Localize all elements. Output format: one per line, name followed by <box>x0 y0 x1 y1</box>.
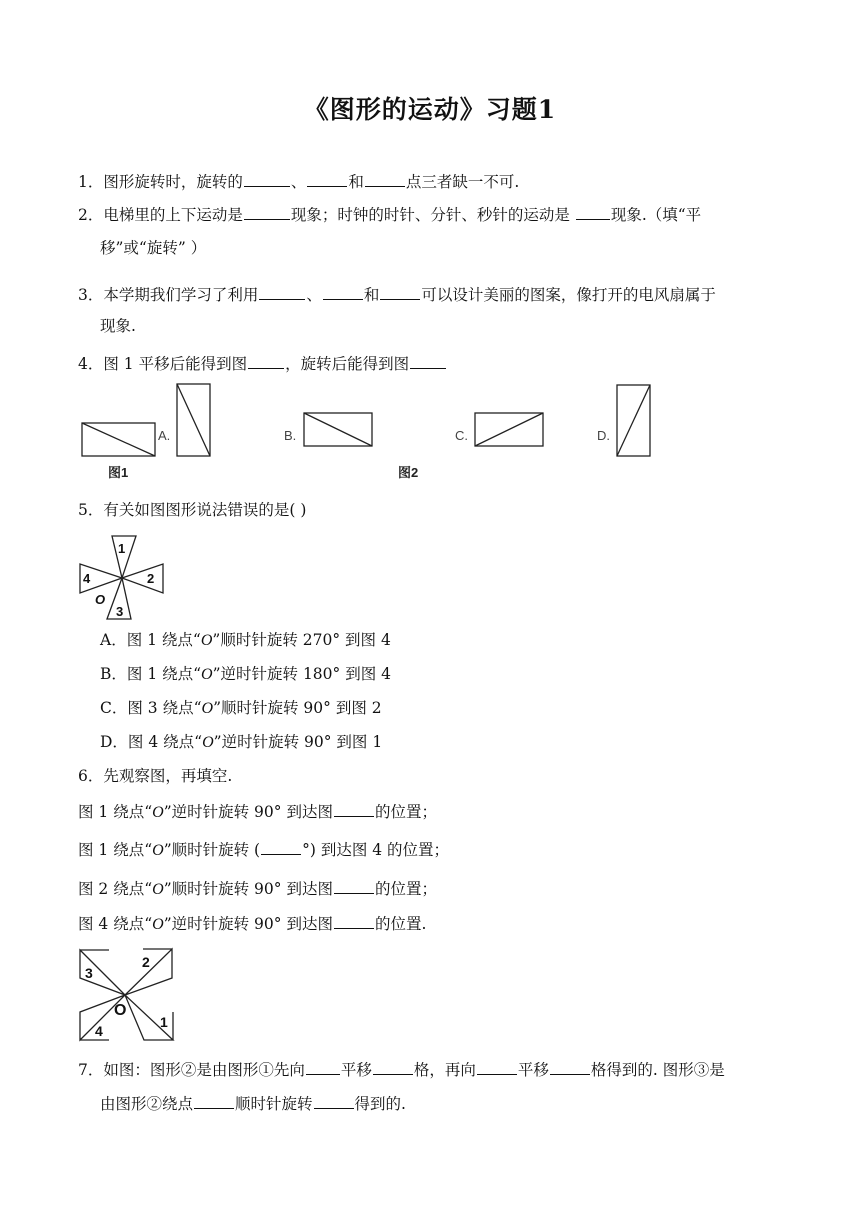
option-c-diagonal <box>475 413 543 446</box>
q6-line-3: 图 2 绕点“O”顺时针旋转 90° 到达图 的位置； <box>78 877 437 900</box>
option-c-label: C. <box>455 428 468 443</box>
option-a-label: A. <box>158 428 171 443</box>
question-5: 5．有关如图图形说法错误的是( ) <box>78 501 307 519</box>
answer-blank[interactable] <box>550 1058 590 1075</box>
answer-blank[interactable] <box>576 203 610 220</box>
triangle-4-label: 4 <box>95 1023 103 1039</box>
question-2-cont: 移”或“旋转” ） <box>100 239 207 257</box>
q6-line-1: 图 1 绕点“O”逆时针旋转 90° 到达图 的位置； <box>78 800 437 823</box>
option-d-diagonal <box>617 385 650 456</box>
answer-blank[interactable] <box>410 352 446 369</box>
question-3-cont: 现象. <box>100 317 136 335</box>
figure-2-label: 图2 <box>398 465 419 480</box>
center-o-label: O <box>114 1002 127 1019</box>
figure-1-diagonal <box>82 423 155 456</box>
triangle-4-label: 4 <box>83 571 91 586</box>
answer-blank[interactable] <box>334 800 374 817</box>
q5-option-b[interactable]: B．图 1 绕点“O”逆时针旋转 180° 到图 4 <box>100 665 391 683</box>
answer-blank[interactable] <box>373 1058 413 1075</box>
triangle-3-label: 3 <box>116 604 124 619</box>
answer-blank[interactable] <box>334 912 374 929</box>
figure-1-label: 图1 <box>108 465 129 480</box>
answer-blank[interactable] <box>244 203 290 220</box>
answer-blank[interactable] <box>334 877 374 894</box>
q6-line-2: 图 1 绕点“O”顺时针旋转 ( °) 到达图 4 的位置； <box>78 838 449 861</box>
q5-option-a[interactable]: A．图 1 绕点“O”顺时针旋转 270° 到图 4 <box>100 631 391 649</box>
answer-blank[interactable] <box>261 838 301 855</box>
rectangles-figure <box>70 378 670 483</box>
option-a-diagonal <box>177 384 210 456</box>
triangle-2-label: 2 <box>142 954 150 970</box>
answer-blank[interactable] <box>307 170 347 187</box>
answer-blank[interactable] <box>323 283 363 300</box>
triangle-1-label: 1 <box>160 1014 168 1030</box>
answer-blank[interactable] <box>477 1058 517 1075</box>
question-2: 2．电梯里的上下运动是 现象；时钟的时针、分针、秒针的运动是 现象.（填“平 <box>78 203 701 225</box>
question-7-cont: 由图形②绕点 顺时针旋转 得到的. <box>100 1092 406 1114</box>
question-7: 7．如图：图形②是由图形①先向 平移 格，再向 平移 格得到的. 图形③是 <box>78 1058 725 1080</box>
answer-blank[interactable] <box>248 352 284 369</box>
answer-blank[interactable] <box>194 1092 234 1109</box>
triangle-3-label: 3 <box>85 965 93 981</box>
q6-line-4: 图 4 绕点“O”逆时针旋转 90° 到达图 的位置. <box>78 912 426 935</box>
page-title: 《图形的运动》习题1 <box>303 95 557 124</box>
answer-blank[interactable] <box>244 170 290 187</box>
answer-blank[interactable] <box>259 283 305 300</box>
q5-option-d[interactable]: D．图 4 绕点“O”逆时针旋转 90° 到图 1 <box>100 733 383 751</box>
answer-blank[interactable] <box>365 170 405 187</box>
option-d-label: D. <box>597 428 610 443</box>
pinwheel-figure-q6 <box>76 946 178 1044</box>
triangle-1-label: 1 <box>118 541 126 556</box>
q5-option-c[interactable]: C．图 3 绕点“O”顺时针旋转 90° 到图 2 <box>100 699 382 717</box>
option-b-diagonal <box>304 413 372 446</box>
triangle-2 <box>122 564 163 593</box>
triangle-2-label: 2 <box>147 571 155 586</box>
answer-blank[interactable] <box>306 1058 340 1075</box>
pinwheel-figure-q5 <box>75 530 170 625</box>
question-1: 1．图形旋转时，旋转的 、 和 点三者缺一不可. <box>78 170 519 192</box>
answer-blank[interactable] <box>380 283 420 300</box>
question-6: 6．先观察图，再填空. <box>78 767 233 785</box>
question-3: 3．本学期我们学习了利用 、 和 可以设计美丽的图案，像打开的电风扇属于 <box>78 283 716 305</box>
answer-blank[interactable] <box>314 1092 354 1109</box>
option-b-label: B. <box>284 428 297 443</box>
question-4: 4．图 1 平移后能得到图 ，旋转后能得到图 <box>78 352 447 374</box>
center-o-label: O <box>95 592 106 607</box>
